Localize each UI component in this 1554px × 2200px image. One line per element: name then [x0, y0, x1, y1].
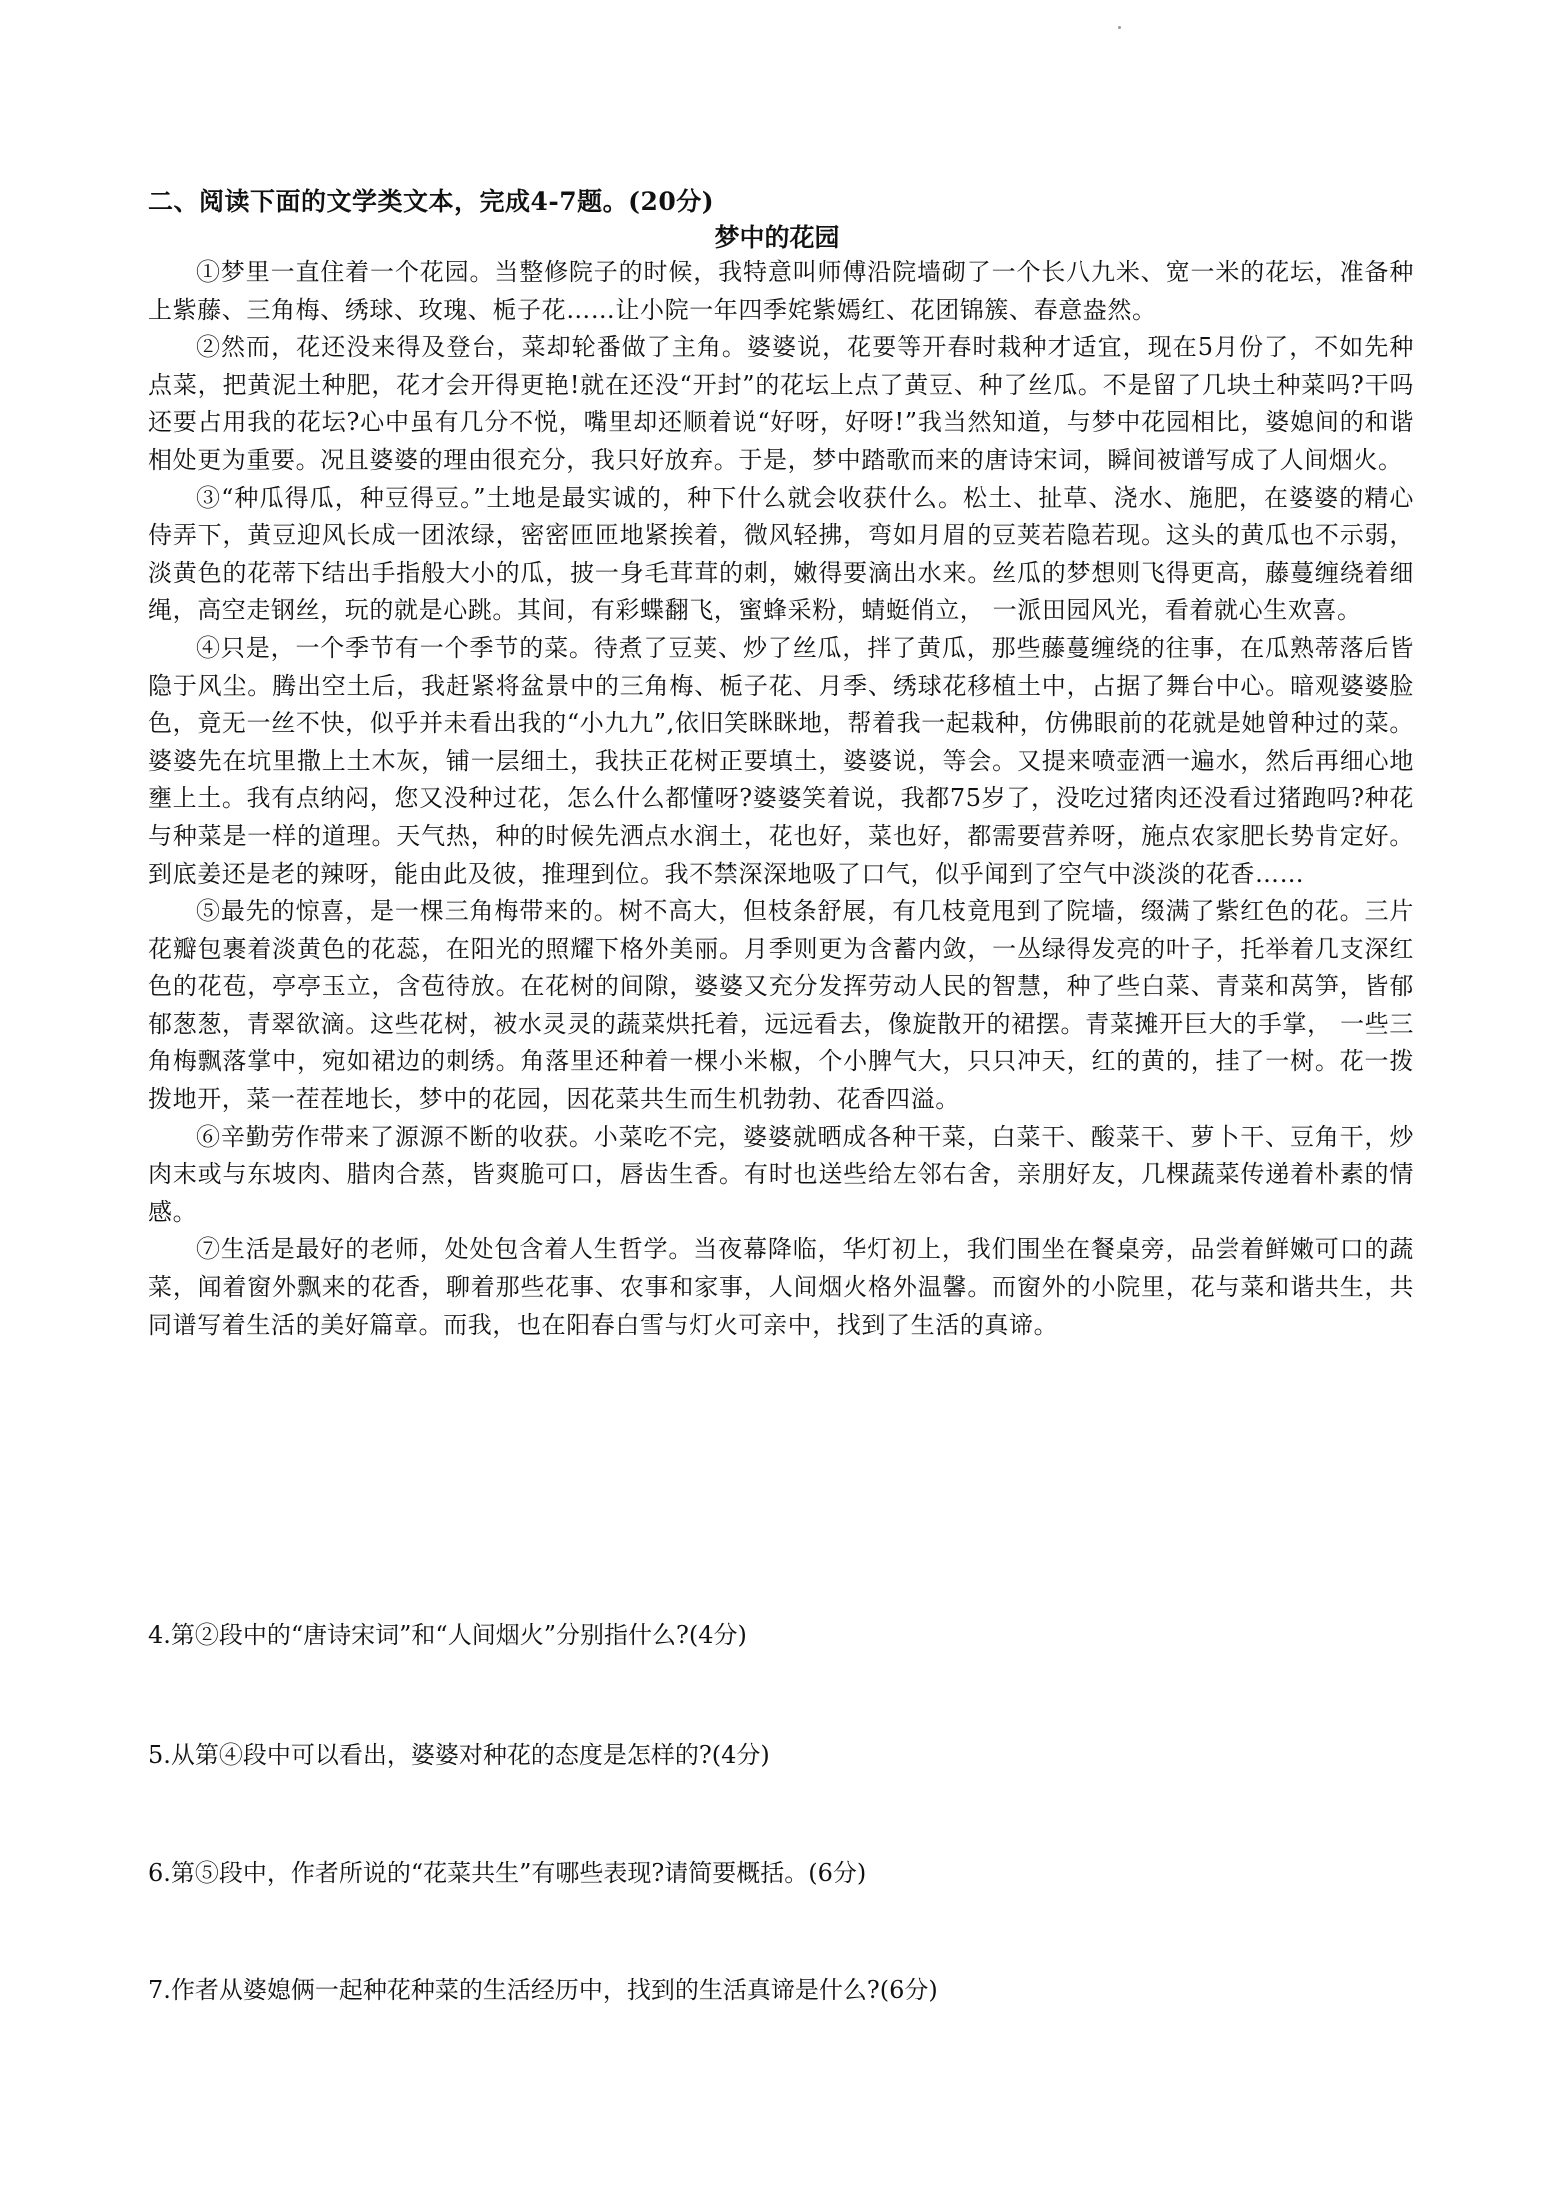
paragraph-5: ⑤最先的惊喜，是一棵三角梅带来的。树不高大，但枝条舒展，有几枝竟甩到了院墙，缀满了紫红色的花。三片花瓣包裹着淡黄色的花蕊，在阳光的照耀下格外美丽。月季则更为含蓄内敛，一丛绿得发亮的叶子，托举着几支深红色的花苞，亭亭玉立，含苞待放。在花树的间隙，婆婆又充分发挥劳动人民的智慧，种了些白菜、青菜和莴笋，皆郁郁葱葱，青翠欲滴。这些花树，被水灵灵的蔬菜烘托着，远远看去，像旋散开的裙摆。青菜摊开巨大的手掌， 一些三角梅飘落掌中，宛如裙边的刺绣。角落里还种着一棵小米椒，个小脾气大，只只冲天，红的黄的，挂了一树。花一拨拨地开，菜一茬茬地长，梦中的花园，因花菜共生而生机勃勃、花香四溢。	[148, 897, 1414, 1114]
section-heading: 二、阅读下面的文学类文本，完成4-7题。(20分)	[148, 187, 715, 216]
paragraph-1: ①梦里一直住着一个花园。当整修院子的时候，我特意叫师傅沿院墙砌了一个长八九米、宽一米的花坛，准备种上紫藤、三角梅、绣球、玫瑰、栀子花……让小院一年四季姹紫嫣红、花团锦簇、春意盎然。	[148, 258, 1414, 324]
question-7: 7.作者从婆媳俩一起种花种菜的生活经历中，找到的生活真谛是什么?(6分)	[148, 1976, 938, 2004]
paragraph-7: ⑦生活是最好的老师，处处包含着人生哲学。当夜幕降临，华灯初上，我们围坐在餐桌旁，品尝着鲜嫩可口的蔬菜，闻着窗外飘来的花香，聊着那些花事、农事和家事，人间烟火格外温馨。而窗外的小院里，花与菜和谐共生，共同谱写着生活的美好篇章。而我，也在阳春白雪与灯火可亲中，找到了生活的真谛。	[148, 1235, 1414, 1339]
question-5: 5.从第④段中可以看出，婆婆对种花的态度是怎样的?(4分)	[148, 1741, 770, 1769]
scan-dot	[1118, 26, 1121, 29]
paragraph-6: ⑥辛勤劳作带来了源源不断的收获。小菜吃不完，婆婆就晒成各种干菜，白菜干、酸菜干、萝卜干、豆角干，炒肉末或与东坡肉、腊肉合蒸，皆爽脆可口，唇齿生香。有时也送些给左邻右舍，亲朋好友，几棵蔬菜传递着朴素的情感。	[148, 1122, 1414, 1226]
paragraph-4: ④只是，一个季节有一个季节的菜。待煮了豆荚、炒了丝瓜，拌了黄瓜，那些藤蔓缠绕的往事，在瓜熟蒂落后皆隐于风尘。腾出空土后，我赶紧将盆景中的三角梅、栀子花、月季、绣球花移植土中，占据了舞台中心。暗观婆婆脸色，竟无一丝不快，似乎并未看出我的“小九九”,依旧笑眯眯地，帮着我一起栽种，仿佛眼前的花就是她曾种过的菜。婆婆先在坑里撒上土木灰，铺一层细土，我扶正花树正要填土，婆婆说，等会。又提来喷壶洒一遍水，然后再细心地壅上土。我有点纳闷，您又没种过花，怎么什么都懂呀?婆婆笑着说，我都75岁了，没吃过猪肉还没看过猪跑吗?种花与种菜是一样的道理。天气热，种的时候先洒点水润土，花也好，菜也好，都需要营养呀，施点农家肥长势肯定好。到底姜还是老的辣呀，能由此及彼，推理到位。我不禁深深地吸了口气，似乎闻到了空气中淡淡的花香……	[148, 633, 1414, 888]
article-body	[148, 254, 1414, 1344]
paragraph-2: ②然而，花还没来得及登台，菜却轮番做了主角。婆婆说，花要等开春时栽种才适宜，现在5月份了，不如先种点菜，把黄泥土种肥，花才会开得更艳!就在还没“开封”的花坛上点了黄豆、种了丝瓜。不是留了几块土种菜吗?干吗还要占用我的花坛?心中虽有几分不悦，嘴里却还顺着说“好呀，好呀!”我当然知道，与梦中花园相比，婆媳间的和谐相处更为重要。况且婆婆的理由很充分，我只好放弃。于是，梦中踏歌而来的唐诗宋词，瞬间被谱写成了人间烟火。	[148, 333, 1414, 474]
question-4: 4.第②段中的“唐诗宋词”和“人间烟火”分别指什么?(4分)	[148, 1621, 747, 1649]
article-title: 梦中的花园	[714, 223, 840, 252]
question-6: 6.第⑤段中，作者所说的“花菜共生”有哪些表现?请简要概括。(6分)	[148, 1859, 867, 1887]
paragraph-3: ③“种瓜得瓜，种豆得豆。”土地是最实诚的，种下什么就会收获什么。松土、扯草、浇水、施肥，在婆婆的精心侍弄下，黄豆迎风长成一团浓绿，密密匝匝地紧挨着，微风轻拂，弯如月眉的豆荚若隐若现。这头的黄瓜也不示弱，淡黄色的花蒂下结出手指般大小的瓜，披一身毛茸茸的刺，嫩得要滴出水来。丝瓜的梦想则飞得更高，藤蔓缠绕着细绳，高空走钢丝，玩的就是心跳。其间，有彩蝶翻飞，蜜蜂采粉，蜻蜓俏立， 一派田园风光，看着就心生欢喜。	[148, 483, 1414, 625]
